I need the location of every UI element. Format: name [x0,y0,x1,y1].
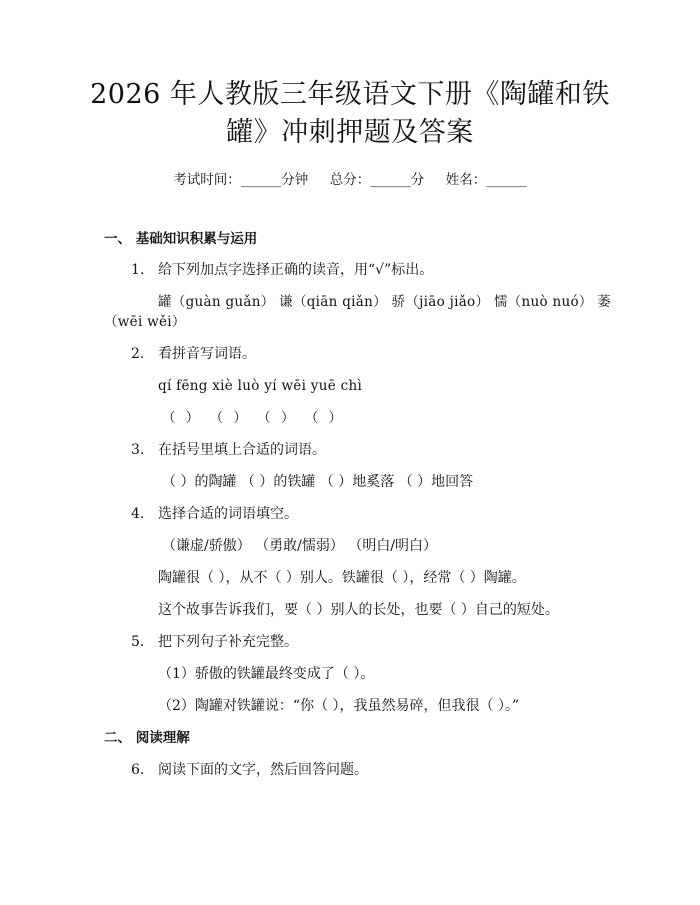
q2-blanks: （ ） （ ） （ ） （ ） [162,410,343,426]
question-6 [131,760,368,780]
question-text: 给下列加点字选择正确的读音，用“√”标出。 [158,262,434,278]
question-text: 把下列句子补充完整。 [158,634,298,650]
title-line-1: 2026 年人教版三年级语文下册《陶罐和铁 [90,79,610,110]
q1-options-line-2: （wēi wěi） [104,314,186,330]
question-3 [131,440,326,460]
title-line-2: 罐》冲刺押题及答案 [226,117,474,148]
q2-pinyin: qí fēng xiè luò yí wēi yuē chì [158,378,363,394]
question-text: 看拼音写词语。 [158,346,256,362]
q5-sub-2: （2）陶罐对铁罐说：“你（ ），我虽然易碎，但我很（ ）。” [158,698,520,714]
question-5 [131,632,298,652]
question-text: 选择合适的词语填空。 [158,506,298,522]
question-number: 4. [131,506,145,522]
question-number: 6. [131,762,145,778]
question-number: 3. [131,442,145,458]
q4-sentence-1: 陶罐很（ ），从不（ ）别人。铁罐很（ ），经常（ ）陶罐。 [158,570,526,586]
question-number: 2. [131,346,145,362]
q3-items: （ ）的陶罐 （ ）的铁罐 （ ）地奚落 （ ）地回答 [162,474,474,490]
q4-sentence-2: 这个故事告诉我们，要（ ）别人的长处，也要（ ）自己的短处。 [158,602,559,618]
q5-sub-1: （1）骄傲的铁罐最终变成了（ ）。 [158,666,375,682]
question-number: 5. [131,634,145,650]
exam-info: 考试时间：______分钟 总分：______分 姓名：______ [173,172,527,188]
section-heading-2: 二、 阅读理解 [104,730,190,746]
section-heading-1: 一、 基础知识积累与运用 [104,231,258,247]
q1-options-line-1: 罐（guàn guǎn） 谦（qiān qiǎn） 骄（jiāo jiǎo） 懦（nuò nuó） 萎 [158,294,612,310]
question-4 [131,504,298,524]
question-number: 1. [131,262,145,278]
question-text: 在括号里填上合适的词语。 [158,442,326,458]
question-2 [131,344,256,364]
question-text: 阅读下面的文字，然后回答问题。 [158,762,368,778]
document-title [60,76,640,152]
question-1 [131,260,433,280]
q4-choices: （谦虚/骄傲） （勇敢/懦弱） （明白/明白） [162,538,438,554]
